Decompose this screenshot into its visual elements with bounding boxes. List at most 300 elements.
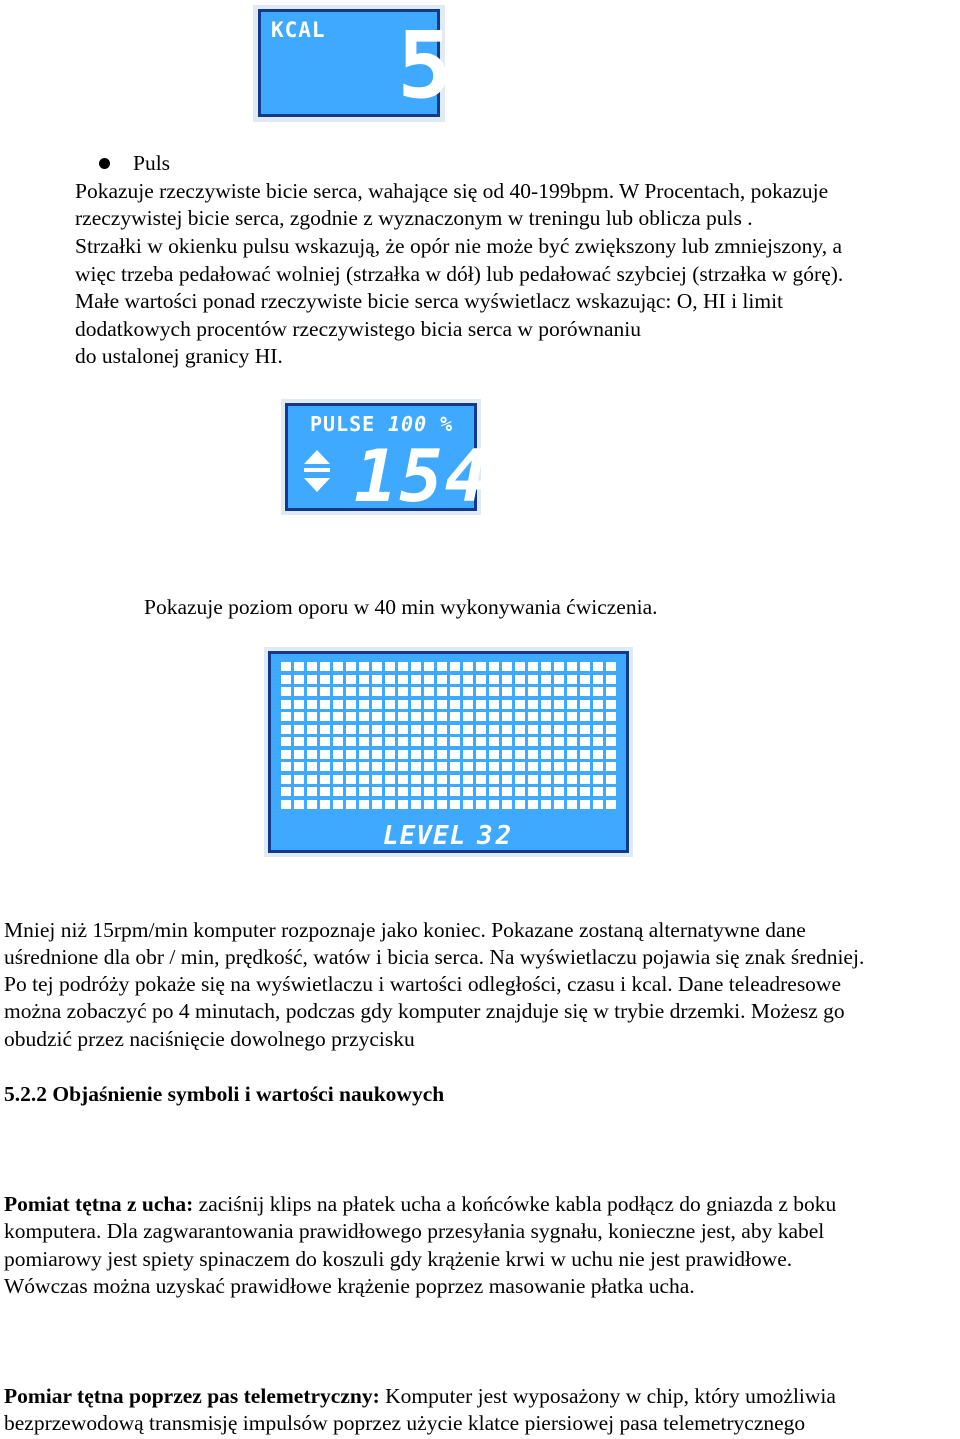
- level-grid-cell: [437, 687, 447, 696]
- level-grid-cell: [333, 762, 343, 771]
- level-grid-cell: [437, 762, 447, 771]
- level-grid-cell: [476, 662, 486, 671]
- level-grid-cell: [372, 775, 382, 784]
- level-grid-cell: [411, 762, 421, 771]
- level-grid-cell: [437, 725, 447, 734]
- level-grid-cell: [294, 712, 304, 721]
- level-grid-cell: [385, 687, 395, 696]
- bullet-icon: [99, 158, 110, 169]
- level-grid-cell: [593, 712, 603, 721]
- end-line: można zobaczyć po 4 minutach, podczas gdy komputer znajduje się w trybie drzemki. Możesz go: [4, 999, 845, 1023]
- level-grid-cell: [398, 750, 408, 759]
- level-grid-cell: [385, 775, 395, 784]
- level-grid-cell: [294, 775, 304, 784]
- puls-line: Strzałki w okienku pulsu wskazują, że opór nie może być zwiększony lub zmniejszony, a: [75, 234, 843, 258]
- level-grid-cell: [528, 800, 538, 809]
- level-grid-cell: [593, 700, 603, 709]
- level-grid-cell: [515, 762, 525, 771]
- level-grid-cell: [476, 737, 486, 746]
- level-grid-cell: [528, 737, 538, 746]
- level-grid-cell: [385, 662, 395, 671]
- level-grid-cell: [502, 725, 512, 734]
- level-grid-cell: [398, 762, 408, 771]
- level-grid-cell: [333, 700, 343, 709]
- level-grid-cell: [294, 700, 304, 709]
- level-grid-cell: [606, 700, 616, 709]
- level-grid-cell: [502, 762, 512, 771]
- level-grid-cell: [450, 687, 460, 696]
- level-grid-cell: [528, 662, 538, 671]
- level-grid-cell: [554, 775, 564, 784]
- pulse-value: 154: [354, 434, 491, 518]
- level-grid-cell: [567, 787, 577, 796]
- level-grid-cell: [593, 675, 603, 684]
- level-grid-cell: [541, 725, 551, 734]
- level-grid-cell: [320, 712, 330, 721]
- level-grid-cell: [515, 662, 525, 671]
- level-grid-cell: [528, 787, 538, 796]
- puls-line: dodatkowych procentów rzeczywistego bicia serca w porównaniu: [75, 317, 641, 341]
- level-grid-cell: [346, 712, 356, 721]
- level-grid-cell: [307, 737, 317, 746]
- level-grid-cell: [476, 700, 486, 709]
- level-grid-cell: [502, 662, 512, 671]
- level-grid-cell: [593, 687, 603, 696]
- level-grid-cell: [515, 775, 525, 784]
- level-grid-cell: [307, 700, 317, 709]
- level-grid-cell: [541, 775, 551, 784]
- level-grid-cell: [541, 750, 551, 759]
- level-grid-cell: [385, 725, 395, 734]
- puls-title: Puls: [133, 151, 171, 175]
- level-grid-cell: [333, 750, 343, 759]
- level-grid-cell: [489, 712, 499, 721]
- level-grid-cell: [489, 737, 499, 746]
- level-grid-cell: [411, 775, 421, 784]
- level-grid-cell: [541, 762, 551, 771]
- level-grid-cell: [372, 725, 382, 734]
- level-grid-cell: [463, 675, 473, 684]
- level-grid-cell: [450, 662, 460, 671]
- pulse-percent: 100 %: [388, 412, 454, 436]
- level-grid-cell: [450, 800, 460, 809]
- level-grid-cell: [567, 737, 577, 746]
- level-grid-cell: [567, 762, 577, 771]
- level-grid-cell: [372, 737, 382, 746]
- level-grid-cell: [333, 662, 343, 671]
- level-grid-cell: [606, 775, 616, 784]
- level-grid-cell: [372, 675, 382, 684]
- level-grid-cell: [437, 775, 447, 784]
- level-grid-cell: [411, 725, 421, 734]
- level-grid-cell: [398, 787, 408, 796]
- level-grid-cell: [372, 662, 382, 671]
- level-grid-cell: [320, 662, 330, 671]
- level-grid-cell: [580, 700, 590, 709]
- level-grid-cell: [385, 737, 395, 746]
- level-grid-cell: [580, 712, 590, 721]
- level-grid-cell: [346, 662, 356, 671]
- level-grid-cell: [502, 712, 512, 721]
- level-grid-cell: [502, 687, 512, 696]
- level-grid-cell: [398, 737, 408, 746]
- level-grid-cell: [554, 687, 564, 696]
- level-grid-cell: [567, 700, 577, 709]
- level-grid-cell: [359, 800, 369, 809]
- level-grid-cell: [281, 725, 291, 734]
- level-grid-cell: [541, 737, 551, 746]
- level-grid-cell: [476, 800, 486, 809]
- level-grid-cell: [333, 675, 343, 684]
- level-grid-cell: [528, 725, 538, 734]
- level-grid-cell: [411, 800, 421, 809]
- level-grid-cell: [463, 800, 473, 809]
- level-grid-cell: [281, 762, 291, 771]
- level-grid-cell: [528, 750, 538, 759]
- level-grid-cell: [307, 775, 317, 784]
- level-display: [268, 651, 629, 853]
- level-grid-cell: [567, 712, 577, 721]
- level-grid-cell: [281, 787, 291, 796]
- level-grid-cell: [424, 800, 434, 809]
- level-grid-cell: [385, 750, 395, 759]
- level-grid-cell: [567, 775, 577, 784]
- level-grid-cell: [437, 787, 447, 796]
- level-grid-cell: [346, 787, 356, 796]
- level-grid-cell: [372, 700, 382, 709]
- level-grid-cell: [593, 787, 603, 796]
- puls-line: rzeczywistej bicie serca, zgodnie z wyznaczonym w treningu lub oblicza puls .: [75, 206, 753, 230]
- level-grid-cell: [528, 712, 538, 721]
- level-grid-cell: [372, 687, 382, 696]
- level-grid-cell: [515, 787, 525, 796]
- level-grid-cell: [463, 762, 473, 771]
- level-grid-cell: [320, 725, 330, 734]
- level-grid-cell: [580, 775, 590, 784]
- level-grid-cell: [307, 750, 317, 759]
- level-grid-cell: [463, 787, 473, 796]
- level-grid-cell: [281, 700, 291, 709]
- ear-first-line-rest: zaciśnij klips na płatek ucha a końcówke kabla podłącz do gniazda z boku: [193, 1192, 837, 1216]
- level-grid-cell: [528, 687, 538, 696]
- level-grid-cell: [281, 687, 291, 696]
- level-grid-cell: [515, 687, 525, 696]
- level-grid-cell: [541, 712, 551, 721]
- ear-first-line: [4, 1191, 836, 1218]
- level-grid-cell: [281, 737, 291, 746]
- level-grid-cell: [489, 750, 499, 759]
- level-grid-cell: [463, 725, 473, 734]
- puls-line: więc trzeba pedałować wolniej (strzałka w dół) lub pedałować szybciej (strzałka w górę).: [75, 262, 844, 286]
- level-grid-cell: [359, 712, 369, 721]
- level-grid-cell: [333, 687, 343, 696]
- level-grid-cell: [294, 787, 304, 796]
- level-grid-cell: [541, 662, 551, 671]
- level-grid-cell: [580, 662, 590, 671]
- level-grid-cell: [359, 687, 369, 696]
- level-grid-cell: [424, 775, 434, 784]
- level-grid-cell: [307, 762, 317, 771]
- level-grid-cell: [372, 750, 382, 759]
- level-grid-cell: [424, 762, 434, 771]
- level-grid-cell: [359, 750, 369, 759]
- level-value: 32: [477, 821, 515, 851]
- kcal-display: [258, 9, 453, 119]
- level-grid-cell: [333, 737, 343, 746]
- level-grid-cell: [294, 750, 304, 759]
- level-grid-cell: [385, 712, 395, 721]
- level-grid-cell: [515, 700, 525, 709]
- level-grid-cell: [398, 800, 408, 809]
- level-grid-cell: [411, 712, 421, 721]
- level-grid-cell: [450, 675, 460, 684]
- level-grid-cell: [502, 737, 512, 746]
- kcal-label: KCAL: [271, 18, 326, 42]
- level-grid-cell: [515, 800, 525, 809]
- level-grid-cell: [554, 725, 564, 734]
- level-grid-cell: [411, 687, 421, 696]
- level-grid-cell: [554, 787, 564, 796]
- level-grid-cell: [541, 800, 551, 809]
- level-grid-cell: [281, 800, 291, 809]
- level-grid-cell: [489, 800, 499, 809]
- level-grid-cell: [593, 662, 603, 671]
- level-grid-cell: [411, 787, 421, 796]
- level-grid-cell: [385, 787, 395, 796]
- level-grid-cell: [424, 725, 434, 734]
- level-grid-cell: [346, 762, 356, 771]
- level-grid-cell: [593, 800, 603, 809]
- level-grid-cell: [437, 737, 447, 746]
- end-line: Po tej podróży pokaże się na wyświetlaczu i wartości odległości, czasu i kcal. Dane teleadresowe: [4, 972, 841, 996]
- level-grid-cell: [489, 687, 499, 696]
- level-grid-cell: [398, 700, 408, 709]
- level-grid-cell: [281, 675, 291, 684]
- level-grid-cell: [359, 725, 369, 734]
- level-grid-cell: [346, 725, 356, 734]
- level-grid-cell: [541, 687, 551, 696]
- level-grid-cell: [606, 725, 616, 734]
- level-grid-cell: [346, 800, 356, 809]
- level-grid-cell: [489, 787, 499, 796]
- level-grid-cell: [567, 725, 577, 734]
- ear-line: komputera. Dla zagwarantowania prawidłowego przesyłania sygnału, konieczne jest, aby kabel: [4, 1219, 825, 1243]
- level-grid-cell: [411, 662, 421, 671]
- level-grid-cell: [450, 750, 460, 759]
- level-grid-cell: [424, 737, 434, 746]
- ear-line: Wówczas można uzyskać prawidłowe krążenie poprzez masowanie płatka ucha.: [4, 1274, 695, 1298]
- end-line: Mniej niż 15rpm/min komputer rozpoznaje jako koniec. Pokazane zostaną alternatywne dane: [4, 918, 806, 942]
- level-grid-cell: [593, 750, 603, 759]
- level-grid-cell: [294, 762, 304, 771]
- telemetry-lead: Pomiar tętna poprzez pas telemetryczny:: [4, 1384, 380, 1408]
- puls-line: do ustalonej granicy HI.: [75, 344, 283, 368]
- level-grid-cell: [424, 687, 434, 696]
- level-grid-cell: [437, 750, 447, 759]
- level-grid-cell: [424, 787, 434, 796]
- telemetry-first-line-rest: Komputer jest wyposażony w chip, który umożliwia: [379, 1384, 836, 1408]
- level-grid-cell: [606, 787, 616, 796]
- level-grid-cell: [554, 712, 564, 721]
- level-grid-cell: [346, 750, 356, 759]
- level-grid-cell: [320, 762, 330, 771]
- level-grid-cell: [294, 725, 304, 734]
- end-line: uśrednione dla obr / min, prędkość, watów i bicia serca. Na wyświetlaczu pojawia się znak średniej.: [4, 945, 865, 969]
- end-line: obudzić przez naciśnięcie dowolnego przycisku: [4, 1027, 415, 1051]
- level-grid-cell: [489, 700, 499, 709]
- level-grid-cell: [411, 675, 421, 684]
- level-grid-cell: [606, 750, 616, 759]
- level-grid-cell: [502, 750, 512, 759]
- level-grid-cell: [424, 675, 434, 684]
- level-grid-cell: [437, 712, 447, 721]
- level-label: LEVEL: [383, 821, 467, 851]
- level-grid-cell: [333, 787, 343, 796]
- level-grid-cell: [489, 675, 499, 684]
- level-grid-cell: [476, 762, 486, 771]
- level-grid-cell: [320, 800, 330, 809]
- level-grid-cell: [489, 762, 499, 771]
- level-grid-cell: [359, 700, 369, 709]
- level-grid-cell: [528, 675, 538, 684]
- level-grid-cell: [515, 737, 525, 746]
- level-grid-cell: [346, 687, 356, 696]
- level-grid-cell: [359, 675, 369, 684]
- level-grid-cell: [398, 662, 408, 671]
- level-grid-cell: [320, 700, 330, 709]
- level-grid-cell: [450, 712, 460, 721]
- level-grid-cell: [554, 662, 564, 671]
- level-grid-cell: [515, 712, 525, 721]
- level-grid-cell: [567, 675, 577, 684]
- level-grid-cell: [320, 737, 330, 746]
- level-grid-cell: [281, 662, 291, 671]
- level-grid-cell: [528, 762, 538, 771]
- level-grid-cell: [463, 737, 473, 746]
- telemetry-line: bezprzewodową transmisję impulsów poprzez użycie klatce piersiowej pasa telemetrycznego: [4, 1411, 806, 1435]
- level-grid-cell: [502, 787, 512, 796]
- level-grid-cell: [567, 662, 577, 671]
- level-grid-cell: [450, 737, 460, 746]
- level-grid-cell: [307, 675, 317, 684]
- level-grid-cell: [580, 762, 590, 771]
- level-grid-cell: [281, 750, 291, 759]
- level-grid-cell: [437, 675, 447, 684]
- level-grid-cell: [385, 800, 395, 809]
- level-grid-cell: [580, 675, 590, 684]
- level-grid-cell: [320, 787, 330, 796]
- level-grid-cell: [463, 700, 473, 709]
- level-grid-cell: [307, 800, 317, 809]
- level-grid-cell: [398, 675, 408, 684]
- level-grid-cell: [385, 700, 395, 709]
- level-grid-cell: [554, 800, 564, 809]
- level-grid-cell: [294, 687, 304, 696]
- level-grid-cell: [476, 675, 486, 684]
- level-grid-cell: [307, 662, 317, 671]
- level-grid-cell: [580, 725, 590, 734]
- level-grid-cell: [489, 725, 499, 734]
- level-grid-cell: [593, 725, 603, 734]
- level-grid-cell: [359, 762, 369, 771]
- level-grid-cell: [502, 675, 512, 684]
- level-grid-cell: [567, 800, 577, 809]
- level-grid-cell: [515, 725, 525, 734]
- level-grid-cell: [606, 762, 616, 771]
- level-grid-cell: [281, 775, 291, 784]
- level-grid-cell: [437, 800, 447, 809]
- level-grid-cell: [320, 750, 330, 759]
- level-grid-cell: [346, 675, 356, 684]
- level-grid-cell: [567, 687, 577, 696]
- ear-line: pomiarowy jest spiety spinaczem do koszuli gdy krążenie krwi w uchu nie jest prawidłowe.: [4, 1247, 793, 1271]
- level-grid-cell: [359, 737, 369, 746]
- level-grid-cell: [333, 800, 343, 809]
- level-grid-cell: [528, 775, 538, 784]
- telemetry-first-line: [4, 1383, 836, 1410]
- level-grid-cell: [346, 700, 356, 709]
- level-grid-cell: [424, 700, 434, 709]
- level-grid-cell: [437, 700, 447, 709]
- level-grid-cell: [307, 725, 317, 734]
- level-grid-cell: [502, 775, 512, 784]
- level-grid-cell: [463, 775, 473, 784]
- level-grid-cell: [398, 687, 408, 696]
- section-heading: 5.2.2 Objaśnienie symboli i wartości naukowych: [4, 1082, 445, 1106]
- level-grid-cell: [502, 800, 512, 809]
- level-grid-cell: [528, 700, 538, 709]
- puls-line: Pokazuje rzeczywiste bicie serca, wahające się od 40-199bpm. W Procentach, pokazuje: [75, 179, 829, 203]
- level-caption: Pokazuje poziom oporu w 40 min wykonywania ćwiczenia.: [144, 595, 658, 619]
- level-grid-cell: [281, 712, 291, 721]
- level-grid-cell: [606, 662, 616, 671]
- level-grid-cell: [580, 750, 590, 759]
- level-grid-cell: [476, 750, 486, 759]
- level-grid-cell: [463, 750, 473, 759]
- ear-lead: Pomiat tętna z ucha:: [4, 1192, 194, 1216]
- level-grid-cell: [476, 725, 486, 734]
- level-grid-cell: [463, 712, 473, 721]
- level-grid-cell: [372, 762, 382, 771]
- kcal-value: 5: [397, 12, 453, 119]
- level-grid-cell: [554, 762, 564, 771]
- level-grid-cell: [450, 787, 460, 796]
- level-grid-cell: [515, 750, 525, 759]
- level-grid-cell: [489, 662, 499, 671]
- level-grid-cell: [411, 737, 421, 746]
- level-grid-cell: [463, 687, 473, 696]
- level-grid-cell: [580, 737, 590, 746]
- level-grid-cell: [463, 662, 473, 671]
- level-grid-cell: [567, 750, 577, 759]
- level-grid-cell: [307, 687, 317, 696]
- level-grid-cell: [333, 725, 343, 734]
- level-grid-cell: [606, 675, 616, 684]
- level-grid-cell: [476, 775, 486, 784]
- level-grid-cell: [541, 675, 551, 684]
- level-grid-cell: [346, 737, 356, 746]
- level-grid-cell: [359, 787, 369, 796]
- level-grid-cell: [476, 787, 486, 796]
- level-grid-cell: [593, 737, 603, 746]
- level-grid-cell: [606, 712, 616, 721]
- level-grid-cell: [294, 675, 304, 684]
- level-grid-cell: [333, 712, 343, 721]
- level-grid-cell: [411, 700, 421, 709]
- level-grid-cell: [606, 687, 616, 696]
- level-grid-cell: [398, 712, 408, 721]
- level-grid-cell: [359, 662, 369, 671]
